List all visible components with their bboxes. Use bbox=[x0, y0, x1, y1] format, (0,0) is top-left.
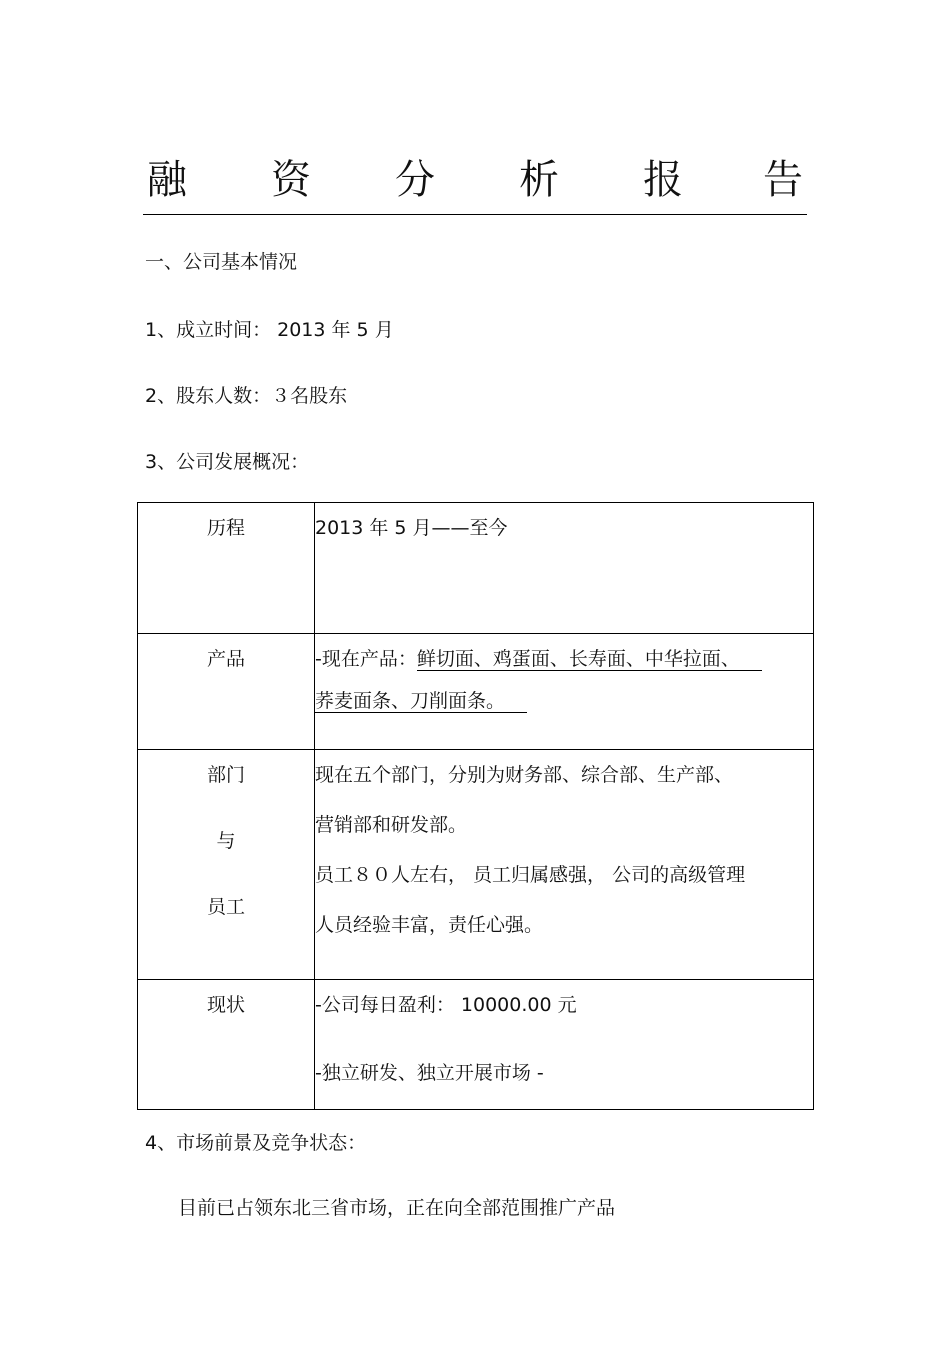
products-label-cell bbox=[138, 634, 315, 750]
table-row bbox=[138, 980, 814, 1110]
status-label: 现状 bbox=[206, 994, 245, 1016]
departments-line-1: 现在五个部门，分别为财务部、综合部、生产部、 bbox=[315, 764, 734, 786]
products-list-part-2: 荞麦面条、刀削面条。 bbox=[315, 690, 527, 713]
report-title bbox=[143, 150, 807, 215]
title-char: 报 bbox=[643, 157, 683, 203]
staff-line-2: 人员经验丰富，责任心强。 bbox=[315, 914, 544, 936]
products-line-2 bbox=[315, 688, 813, 714]
title-char: 析 bbox=[519, 157, 559, 203]
daily-profit: -公司每日盈利： 10000.00 元 bbox=[315, 994, 577, 1016]
products-line-1 bbox=[315, 646, 813, 672]
table-row bbox=[138, 503, 814, 634]
title-char: 资 bbox=[271, 157, 311, 203]
founding-date: 1、成立时间： 2013 年 5 月 bbox=[145, 319, 394, 341]
market-outlook-heading: 4、市场前景及竞争状态： bbox=[145, 1132, 367, 1154]
history-label-cell bbox=[138, 503, 315, 634]
staff-label: 员工 bbox=[206, 896, 245, 918]
products-prefix: -现在产品： bbox=[315, 648, 417, 670]
history-content-cell bbox=[315, 503, 814, 634]
products-content-cell bbox=[315, 634, 814, 750]
departments-line-2: 营销部和研发部。 bbox=[315, 814, 468, 836]
shareholder-count: 2、股东人数：３名股东 bbox=[145, 385, 348, 407]
market-outlook-text: 目前已占领东北三省市场，正在向全部范围推广产品 bbox=[178, 1197, 616, 1219]
history-label: 历程 bbox=[206, 517, 245, 539]
independent-development: -独立研发、独立开展市场 - bbox=[315, 1062, 544, 1084]
departments-label: 部门 bbox=[206, 764, 245, 786]
table-row bbox=[138, 750, 814, 980]
title-char: 分 bbox=[395, 157, 435, 203]
title-char: 告 bbox=[763, 157, 803, 203]
departments-content-cell bbox=[315, 750, 814, 980]
departments-label-cell bbox=[138, 750, 315, 980]
title-char: 融 bbox=[147, 157, 187, 203]
section-heading-company-info: 一、公司基本情况 bbox=[145, 251, 298, 273]
history-text: 2013 年 5 月——至今 bbox=[315, 517, 508, 539]
development-overview-heading: 3、公司发展概况： bbox=[145, 451, 310, 473]
products-list-part-1: 鲜切面、鸡蛋面、长寿面、中华拉面、 bbox=[417, 648, 762, 671]
staff-line-1: 员工８０人左右， 员工归属感强， 公司的高级管理 bbox=[315, 864, 746, 886]
products-label: 产品 bbox=[206, 648, 245, 670]
status-label-cell bbox=[138, 980, 315, 1110]
development-overview-table bbox=[137, 502, 814, 1110]
and-label: 与 bbox=[216, 830, 236, 852]
status-content-cell bbox=[315, 980, 814, 1110]
table-row bbox=[138, 634, 814, 750]
